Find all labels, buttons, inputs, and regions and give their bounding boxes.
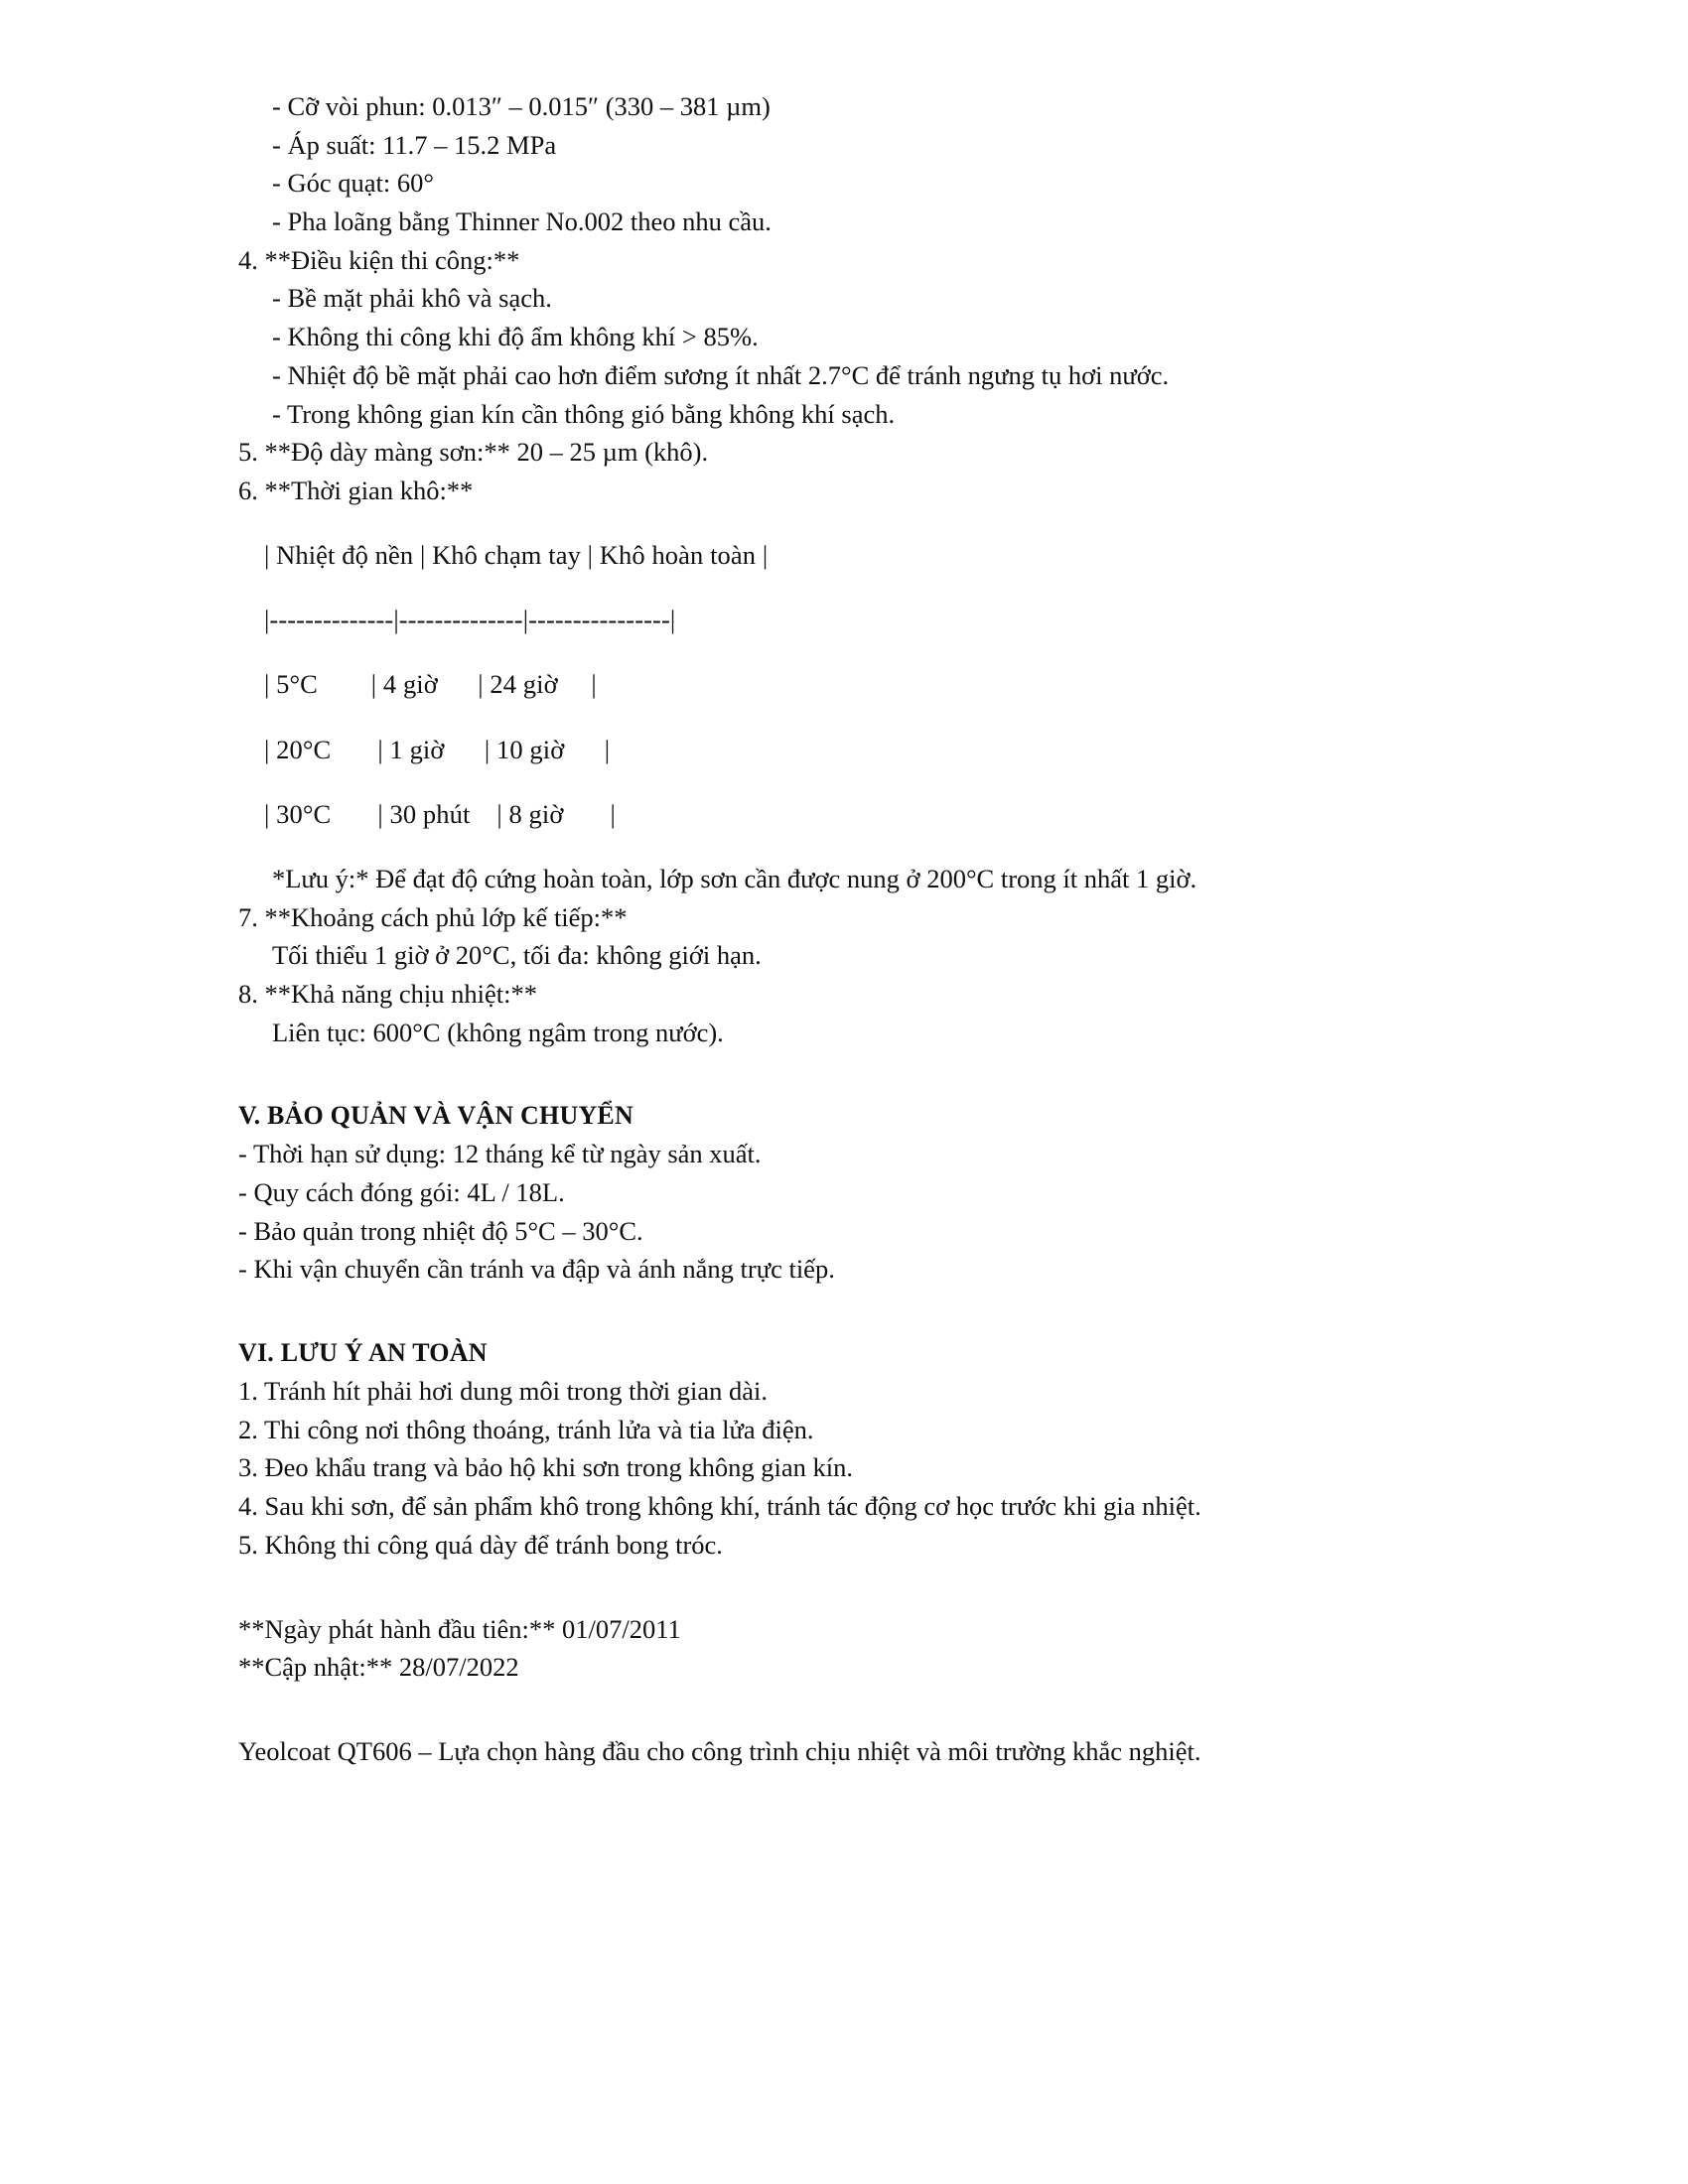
spacer — [238, 1051, 1458, 1097]
list-item: 5. Không thi công quá dày để tránh bong tróc. — [238, 1529, 723, 1560]
list-item: - Khi vận chuyển cần tránh va đập và ánh nắng trực tiếp. — [238, 1254, 835, 1285]
item-8-title: 8. **Khả năng chịu nhiệt:** — [238, 979, 538, 1010]
list-item: - Bề mặt phải khô và sạch. — [272, 283, 552, 314]
section-v-title: V. BẢO QUẢN VÀ VẬN CHUYỂN — [238, 1101, 633, 1131]
list-item: - Quy cách đóng gói: 4L / 18L. — [238, 1177, 565, 1208]
table-divider-row: |--------------|--------------|----------------| — [264, 605, 676, 635]
list-item: - Trong không gian kín cần thông gió bằng không khí sạch. — [272, 398, 896, 429]
update-date: **Cập nhật:** 28/07/2022 — [238, 1652, 519, 1683]
release-date: **Ngày phát hành đầu tiên:** 01/07/2011 — [238, 1613, 681, 1644]
section-vi-title: VI. LƯU Ý AN TOÀN — [238, 1338, 488, 1368]
list-item: 2. Thi công nơi thông thoáng, tránh lửa và tia lửa điện. — [238, 1414, 814, 1444]
spacer — [238, 1289, 1458, 1334]
document-body — [238, 87, 1458, 1771]
item-7-text: Tối thiểu 1 giờ ở 20°C, tối đa: không giới hạn. — [272, 940, 762, 971]
list-item: - Góc quạt: 60° — [272, 168, 434, 199]
spray-specs-list — [238, 87, 1458, 241]
list-item: - Áp suất: 11.7 – 15.2 MPa — [272, 129, 557, 160]
item-7-title: 7. **Khoảng cách phủ lớp kế tiếp:** — [238, 901, 628, 932]
list-item: 3. Đeo khẩu trang và bảo hộ khi sơn trong không gian kín. — [238, 1452, 853, 1483]
section-v-points — [238, 1135, 1458, 1289]
table-row: | 20°C | 1 giờ | 10 giờ | — [264, 734, 611, 764]
list-item: 4. Sau khi sơn, để sản phẩm khô trong không khí, tránh tác động cơ học trước khi gia nhiệt. — [238, 1491, 1201, 1522]
list-item: - Không thi công khi độ ẩm không khí > 85%. — [272, 322, 759, 352]
product-tagline: Yeolcoat QT606 – Lựa chọn hàng đầu cho công trình chịu nhiệt và môi trường khắc nghiệt. — [238, 1735, 1201, 1766]
table-row: | 5°C | 4 giờ | 24 giờ | — [264, 669, 597, 700]
table-header-row: | Nhiệt độ nền | Khô chạm tay | Khô hoàn toàn | — [264, 540, 769, 571]
list-item: - Cỡ vòi phun: 0.013″ – 0.015″ (330 – 381 µm) — [272, 91, 771, 121]
section-vi-points — [238, 1372, 1458, 1564]
dry-time-note: *Lưu ý:* Để đạt độ cứng hoàn toàn, lớp sơn cần được nung ở 200°C trong ít nhất 1 giờ. — [272, 864, 1197, 893]
spacer — [238, 1687, 1458, 1732]
item-6-title: 6. **Thời gian khô:** — [238, 475, 474, 505]
table-row: | 30°C | 30 phút | 8 giờ | — [264, 798, 616, 829]
item-4-title: 4. **Điều kiện thi công:** — [238, 244, 520, 275]
list-item: - Nhiệt độ bề mặt phải cao hơn điểm sương ít nhất 2.7°C để tránh ngưng tụ hơi nước. — [272, 359, 1170, 390]
list-item: - Pha loãng bằng Thinner No.002 theo nhu cầu. — [272, 206, 772, 237]
item-8-text: Liên tục: 600°C (không ngâm trong nước). — [272, 1017, 724, 1047]
list-item: - Thời hạn sử dụng: 12 tháng kể từ ngày sản xuất. — [238, 1139, 762, 1169]
item-4-points — [238, 279, 1458, 433]
item-5: 5. **Độ dày màng sơn:** 20 – 25 µm (khô). — [238, 437, 709, 468]
spacer — [238, 1565, 1458, 1610]
list-item: - Bảo quản trong nhiệt độ 5°C – 30°C. — [238, 1215, 643, 1246]
list-item: 1. Tránh hít phải hơi dung môi trong thời gian dài. — [238, 1376, 768, 1407]
dry-time-table — [238, 536, 1458, 833]
revision-info — [238, 1610, 1458, 1687]
